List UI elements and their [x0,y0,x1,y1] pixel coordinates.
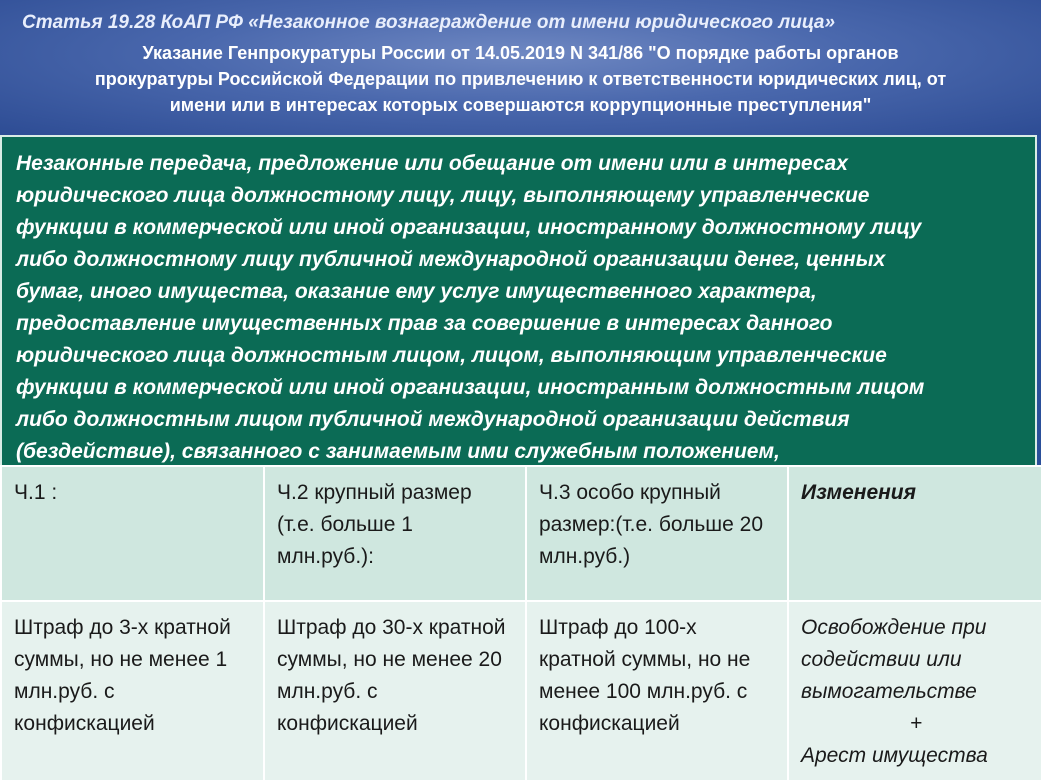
subtitle-line: Указание Генпрокуратуры России от 14.05.2019 N 341/86 "О порядке работы органов [142,43,899,63]
subtitle-line: прокуратуры Российской Федерации по привлечению к ответственности юридических лиц, от [94,69,947,89]
penalty-part-3: Штраф до 100-х кратной суммы, но не менее 100 млн.руб. с конфискацией [526,601,788,781]
definition-text [16,148,1031,468]
header-part-3: Ч.3 особо крупный размер:(т.е. больше 20 млн.руб.) [526,466,788,601]
definition-line: юридического лица должностным лицом, лицом, выполняющим управленческие [16,344,887,367]
definition-line: (бездействие), связанного с занимаемым ими служебным положением, [16,440,780,463]
header-part-2: Ч.2 крупный размер (т.е. больше 1 млн.руб.): [264,466,526,601]
definition-box [0,135,1037,465]
penalties-table [0,465,1041,782]
definition-line: либо должностному лицу публичной международной организации денег, ценных [16,248,886,271]
definition-line: юридического лица должностному лицу, лицу, выполняющему управленческие [16,184,870,207]
definition-line: функции в коммерческой или иной организации, иностранному должностному лицу [16,216,922,239]
definition-line: бумаг, иного имущества, оказание ему услуг имущественного характера, [16,280,817,303]
changes-arrest: Арест имущества [801,744,988,767]
article-title: Статья 19.28 КоАП РФ «Незаконное вознаграждение от имени юридического лица» [22,12,836,33]
changes-plus: + [909,712,923,735]
table-header-row [1,466,1041,601]
definition-line: функции в коммерческой или иной организации, иностранным должностным лицом [16,376,925,399]
definition-line: Незаконные передача, предложение или обещание от имени или в интересах [16,152,848,175]
definition-line: либо должностным лицом публичной международной организации действия [16,408,850,431]
changes-exemption: Освобождение при содействии или вымогательстве [801,616,987,703]
table-row [1,601,1041,781]
header-changes: Изменения [788,466,1041,601]
penalty-part-2: Штраф до 30-х кратной суммы, но не менее 20 млн.руб. с конфискацией [264,601,526,781]
subtitle-line: имени или в интересах которых совершаются коррупционные преступления" [169,95,872,115]
definition-line: предоставление имущественных прав за совершение в интересах данного [16,312,833,335]
directive-subtitle [0,40,1041,118]
penalty-part-1: Штраф до 3-х кратной суммы, но не менее 1 млн.руб. с конфискацией [1,601,264,781]
changes-cell [788,601,1041,781]
slide-header [0,0,1041,135]
header-part-1: Ч.1 : [1,466,264,601]
